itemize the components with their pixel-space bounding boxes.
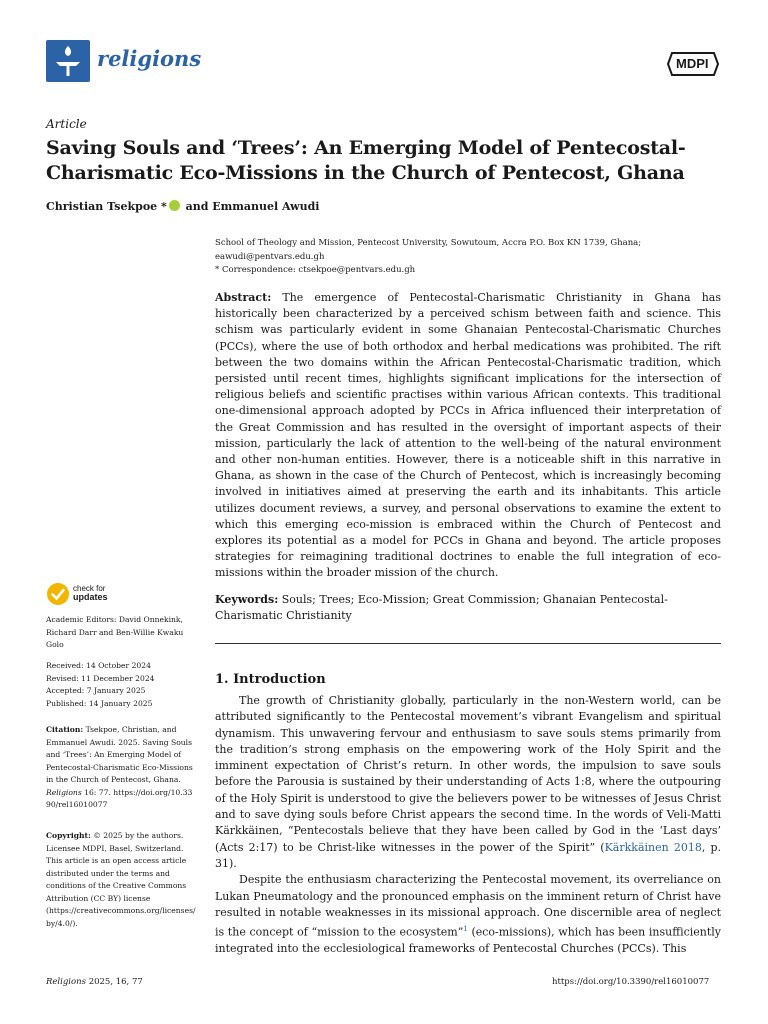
footer-journal: Religions	[46, 977, 86, 987]
keywords-text: Souls; Trees; Eco-Mission; Great Commission; Ghanaian Pentecostal-Charismatic Christianity	[215, 593, 668, 623]
article-title	[46, 136, 736, 186]
keywords-label: Keywords:	[215, 593, 279, 606]
section-divider	[215, 643, 721, 644]
updates-label: updates	[73, 592, 108, 602]
keywords	[215, 592, 725, 624]
check-label: check for	[73, 584, 106, 593]
citation-block	[46, 724, 196, 812]
copyright-label: Copyright:	[46, 831, 91, 840]
paragraph-text: , p. 31).	[215, 840, 722, 870]
academic-editors: Academic Editors: David Onnekink, Richard Darr and Ben-Willie Kwaku Golo	[46, 615, 184, 649]
title-line-2: Charismatic Eco-Missions in the Church of Pentecost, Ghana	[46, 162, 685, 184]
footer-volume: 2025, 16, 77	[88, 977, 143, 987]
date-published: Published: 14 January 2025	[46, 698, 153, 708]
citation-journal: Religions	[46, 787, 82, 797]
paragraph	[215, 693, 721, 872]
citation-text: Tsekpoe, Christian, and Emmanuel Awudi. 2025. Saving Souls and ‘Trees’: An Emerging Model of Pentecostal-Charismatic Eco-Missions in the Church of Pentecost, Ghana.	[46, 725, 193, 784]
copyright-text: © 2025 by the authors. Licensee MDPI, Basel, Switzerland. This article is an open access article distributed under the terms and conditions of the Creative Commons Attribution (CC BY) license (https://creativecommons.org/licenses/by/4.0/).	[46, 831, 196, 928]
date-accepted: Accepted: 7 January 2025	[46, 686, 146, 695]
citation-doi[interactable]: 16: 77. https://doi.org/10.3390/rel16010077	[46, 787, 193, 809]
religions-logo-icon	[46, 40, 90, 82]
footer-doi[interactable]: https://doi.org/10.3390/rel16010077	[552, 977, 710, 987]
check-updates-icon	[46, 582, 70, 606]
introduction-body	[215, 693, 721, 957]
dates	[46, 660, 196, 710]
citation-label: Citation:	[46, 725, 84, 734]
journal-logo	[46, 40, 90, 82]
correspondence: * Correspondence: ctsekpoe@pentvars.edu.gh	[215, 265, 416, 275]
paragraph-text: The growth of Christianity globally, particularly in the non-Western world, can be attributed significantly to the Pentecostal movement’s vibrant Evangelism and spiritual dynamism. This unwavering fervour and enthusiasm to save souls stems primarily from the tradition’s strong emphasis on the empowering work of the Holy Spirit and the imminent expectation of Christ’s return. In other words, the impulsion to save souls before the Parousia is sustained by their understanding of Acts 1:8, where the outpouring of the Holy Spirit is understood to give the believers power to be witnesses of Jesus Christ and to save dying souls before Christ appears the second time. In the words of Veli-Matti Kärkkäinen, “Pentecostals believe that they have been called by God in the ‘Last days’ (Acts 2:17) to be Christ-like witnesses in the power of the Spirit” (	[215, 694, 721, 854]
date-received: Received: 14 October 2024	[46, 661, 151, 670]
affiliation-email[interactable]: eawudi@pentvars.edu.gh	[215, 251, 325, 262]
copyright-block	[46, 830, 196, 930]
author-list	[46, 200, 319, 213]
publisher-label: MDPI	[676, 56, 709, 71]
mdpi-logo[interactable]	[666, 50, 720, 78]
affiliation-line: School of Theology and Mission, Pentecost University, Sowutoum, Accra P.O. Box KN 1739, Ghana;	[215, 238, 642, 248]
footer-citation	[46, 977, 143, 987]
affiliations	[215, 237, 725, 278]
paragraph-text: (eco-missions), which has been insufficiently integrated into the ecclesiological frameworks of Pentecostal Churches (PCCs). This	[215, 925, 722, 956]
footnote-link[interactable]: 1	[463, 925, 468, 934]
abstract-label: Abstract:	[215, 291, 272, 304]
paragraph-text: Despite the enthusiasm characterizing the Pentecostal movement, its overreliance on Lukan Pneumatology and the pronounced emphasis on the imminent return of Christ have resulted in notable weaknesses in its missional approach. One discernible area of neglect is the concept of “mission to the ecosystem”	[215, 873, 721, 939]
citation-link[interactable]: Kärkkäinen 2018	[604, 840, 702, 854]
article-type: Article	[46, 117, 87, 131]
author-1[interactable]: Christian Tsekpoe *	[46, 200, 167, 213]
journal-name[interactable]: religions	[97, 46, 202, 71]
title-line-1: Saving Souls and ‘Trees’: An Emerging Model of Pentecostal-	[46, 137, 686, 159]
abstract	[215, 290, 721, 582]
section-heading: 1. Introduction	[215, 672, 326, 687]
orcid-icon[interactable]	[169, 200, 180, 211]
author-2[interactable]: and Emmanuel Awudi	[185, 200, 320, 213]
date-revised: Revised: 11 December 2024	[46, 673, 155, 683]
abstract-text: The emergence of Pentecostal-Charismatic Christianity in Ghana has historically been characterized by a perceived schism between faith and science. This schism was particularly evident in some Ghanaian Pentecostal-Charismatic Churches (PCCs), where the use of both orthodox and herbal medications was prohibited. The rift between the two domains within the African Pentecostal-Charismatic tradition, which persisted until recent times, highlights significant implications for the intersection of religious beliefs and scientific practises within various African contexts. This traditional one-dimensional approach adopted by PCCs in Africa influenced their interpretation of the Great Commission and has resulted in the oversight of important aspects of their mission, particularly the lack of attention to the well-being of the natural environment and other non-human entities. However, there is a noticeable shift in this narrative in Ghana, as shown in the case of the Church of Pentecost, which is increasingly becoming involved in initiatives aimed at preserving the earth and its inhabitants. This article utilizes document reviews, a survey, and personal observations to examine the extent to which this emerging eco-mission is embraced within the Church of Pentecost and explores its potential as a model for PCCs in Ghana and beyond. The article proposes strategies for reimagining traditional doctrines to enable the full integration of eco-missions within the broader mission of the church.	[215, 291, 721, 580]
paragraph	[215, 872, 721, 957]
